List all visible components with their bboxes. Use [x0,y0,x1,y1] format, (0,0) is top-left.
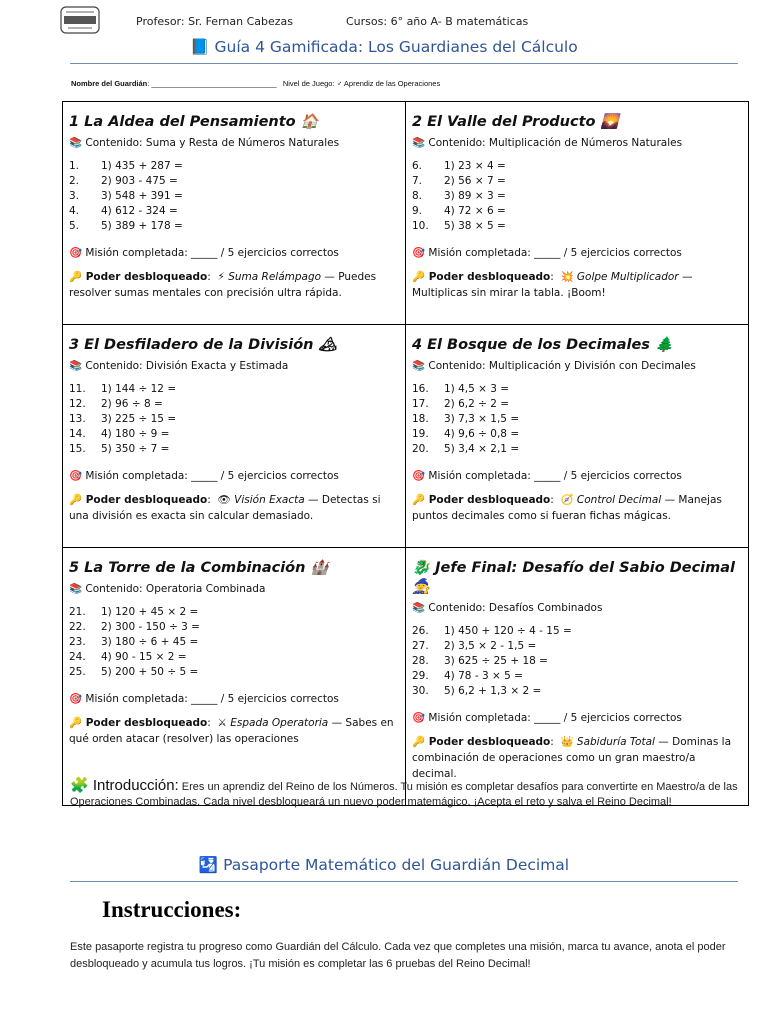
power-icon: 🧭 [560,494,574,506]
exercise-item: 16. 1) 4,5 × 3 = [412,383,510,395]
mission-status: 🎯 Misión completada: _____ / 5 ejercicios correctos [69,247,339,259]
power-icon: 💥 [560,271,574,283]
level-title: 2 El Valle del Producto 🌄 [412,114,619,130]
exercise-item: 9. 4) 72 × 6 = [412,205,506,217]
course-info: Cursos: 6° año A- B matemáticas [346,15,529,28]
level-content: 📚 Contenido: Suma y Resta de Números Naturales [69,137,340,149]
mission-status: 🎯 Misión completada: _____ / 5 ejercicios correctos [69,470,339,482]
level-card [406,102,749,325]
level-content: 📚 Contenido: Desafíos Combinados [412,602,603,614]
passport-title: 🛂 Pasaporte Matemático del Guardián Decimal [198,856,570,874]
exercise-item: 1. 1) 435 + 287 = [69,160,183,172]
exercise-item: 4. 4) 612 - 324 = [69,205,178,217]
game-level: Nivel de Juego: ♂ Aprendiz de las Operaciones [282,79,441,88]
level-card [406,325,749,548]
level-content: 📚 Contenido: Multiplicación y División con Decimales [412,360,696,372]
passport-divider [70,881,738,882]
exercise-item: 29. 4) 78 - 3 × 5 = [412,670,523,682]
name-label: Nombre del Guardián [71,79,148,88]
exercise-item: 10. 5) 38 × 5 = [412,220,506,232]
power-unlocked: 🔑 Poder desbloqueado: 💥 Golpe Multiplicador — Multiplicas sin mirar la tabla. ¡Boom! [412,271,693,299]
level-card [63,325,406,548]
exercise-item: 17. 2) 6,2 ÷ 2 = [412,398,510,410]
title-divider [70,63,738,64]
intro-heading: 🧩 Introducción: [70,777,179,794]
exercise-item: 25. 5) 200 + 50 ÷ 5 = [69,666,199,678]
power-unlocked: 🔑 Poder desbloqueado: 👁 Visión Exacta — Detectas si una división es exacta sin calcular demasiado. [69,494,381,522]
instructions-text: Este pasaporte registra tu progreso como Guardián del Cálculo. Cada vez que completes una misión, marca tu avance, anota el poder desbloqueado y acumula tus logros. ¡Tu misión es completar las 6 pruebas del Reino Decimal! [70,941,726,970]
exercise-item: 19. 4) 9,6 ÷ 0,8 = [412,428,520,440]
exercise-list [69,159,399,234]
exercise-item: 24. 4) 90 - 15 × 2 = [69,651,187,663]
name-blank: : ______________________________ [147,79,277,88]
power-unlocked: 🔑 Poder desbloqueado: 🧭 Control Decimal — Manejas puntos decimales como si fueran fichas mágicas. [412,494,722,522]
power-icon: ⚔ [217,717,227,729]
level-title: 🐉 Jefe Final: Desafío del Sabio Decimal 🧙 [412,560,736,595]
exercise-item: 11. 1) 144 ÷ 12 = [69,383,177,395]
level-title: 3 El Desfiladero de la División 🏔 [69,337,337,353]
exercise-item: 13. 3) 225 ÷ 15 = [69,413,177,425]
level-content: 📚 Contenido: Operatoria Combinada [69,583,266,595]
exercise-item: 8. 3) 89 × 3 = [412,190,506,202]
mission-status: 🎯 Misión completada: _____ / 5 ejercicios correctos [412,247,682,259]
exercise-list [412,159,742,234]
mission-status: 🎯 Misión completada: _____ / 5 ejercicios correctos [412,712,682,724]
level-card [63,548,406,806]
level-card [63,102,406,325]
exercise-item: 26. 1) 450 + 120 ÷ 4 - 15 = [412,625,572,637]
levels-grid [62,101,749,806]
level-title: 4 El Bosque de los Decimales 🌲 [412,337,674,353]
school-logo [60,6,100,34]
power-icon: 👑 [560,736,574,748]
exercise-list [412,624,742,699]
mission-status: 🎯 Misión completada: _____ / 5 ejercicios correctos [412,470,682,482]
exercise-item: 21. 1) 120 + 45 × 2 = [69,606,199,618]
exercise-item: 27. 2) 3,5 × 2 - 1,5 = [412,640,537,652]
power-unlocked: 🔑 Poder desbloqueado: ⚔ Espada Operatoria — Sabes en qué orden atacar (resolver) las operaciones [69,717,394,745]
exercise-item: 28. 3) 625 ÷ 25 + 18 = [412,655,548,667]
level-content: 📚 Contenido: Multiplicación de Números Naturales [412,137,683,149]
level-content: 📚 Contenido: División Exacta y Estimada [69,360,289,372]
exercise-item: 12. 2) 96 ÷ 8 = [69,398,163,410]
power-icon: 👁 [217,494,231,506]
exercise-item: 23. 3) 180 ÷ 6 + 45 = [69,636,199,648]
exercise-item: 18. 3) 7,3 × 1,5 = [412,413,520,425]
instructions-heading: Instrucciones: [102,897,242,922]
exercise-item: 5. 5) 389 + 178 = [69,220,183,232]
exercise-list [412,382,742,457]
student-info [71,79,440,88]
exercise-item: 30. 5) 6,2 + 1,3 × 2 = [412,685,542,697]
level-title: 5 La Torre de la Combinación 🏰 [69,560,329,576]
exercise-item: 22. 2) 300 - 150 ÷ 3 = [69,621,200,633]
exercise-item: 2. 2) 903 - 475 = [69,175,178,187]
exercise-item: 15. 5) 350 ÷ 7 = [69,443,170,455]
teacher-name: Profesor: Sr. Fernan Cabezas [136,15,293,28]
level-card [406,548,749,806]
guide-title: 📘 Guía 4 Gamificada: Los Guardianes del Cálculo [190,38,578,56]
power-unlocked: 🔑 Poder desbloqueado: 👑 Sabiduría Total — Dominas la combinación de operaciones como un gran maestro/a decimal. [412,736,732,780]
exercise-item: 6. 1) 23 × 4 = [412,160,506,172]
introduction [70,778,742,810]
exercise-item: 3. 3) 548 + 391 = [69,190,183,202]
power-icon: ⚡ [217,271,225,283]
exercise-list [69,605,399,680]
level-title: 1 La Aldea del Pensamiento 🏠 [69,114,319,130]
mission-status: 🎯 Misión completada: _____ / 5 ejercicios correctos [69,693,339,705]
power-unlocked: 🔑 Poder desbloqueado: ⚡ Suma Relámpago — Puedes resolver sumas mentales con precisión ultra rápida. [69,271,377,299]
exercise-item: 20. 5) 3,4 × 2,1 = [412,443,520,455]
exercise-item: 7. 2) 56 × 7 = [412,175,506,187]
exercise-list [69,382,399,457]
exercise-item: 14. 4) 180 ÷ 9 = [69,428,170,440]
intro-text: Eres un aprendiz del Reino de los Números. Tu misión es completar desafíos para convertirte en Maestro/a de las Operaciones Combinadas. Cada nivel desbloqueará un nuevo poder matemágico. ¡Acepta el reto y salva el Reino Decimal! [70,781,738,808]
